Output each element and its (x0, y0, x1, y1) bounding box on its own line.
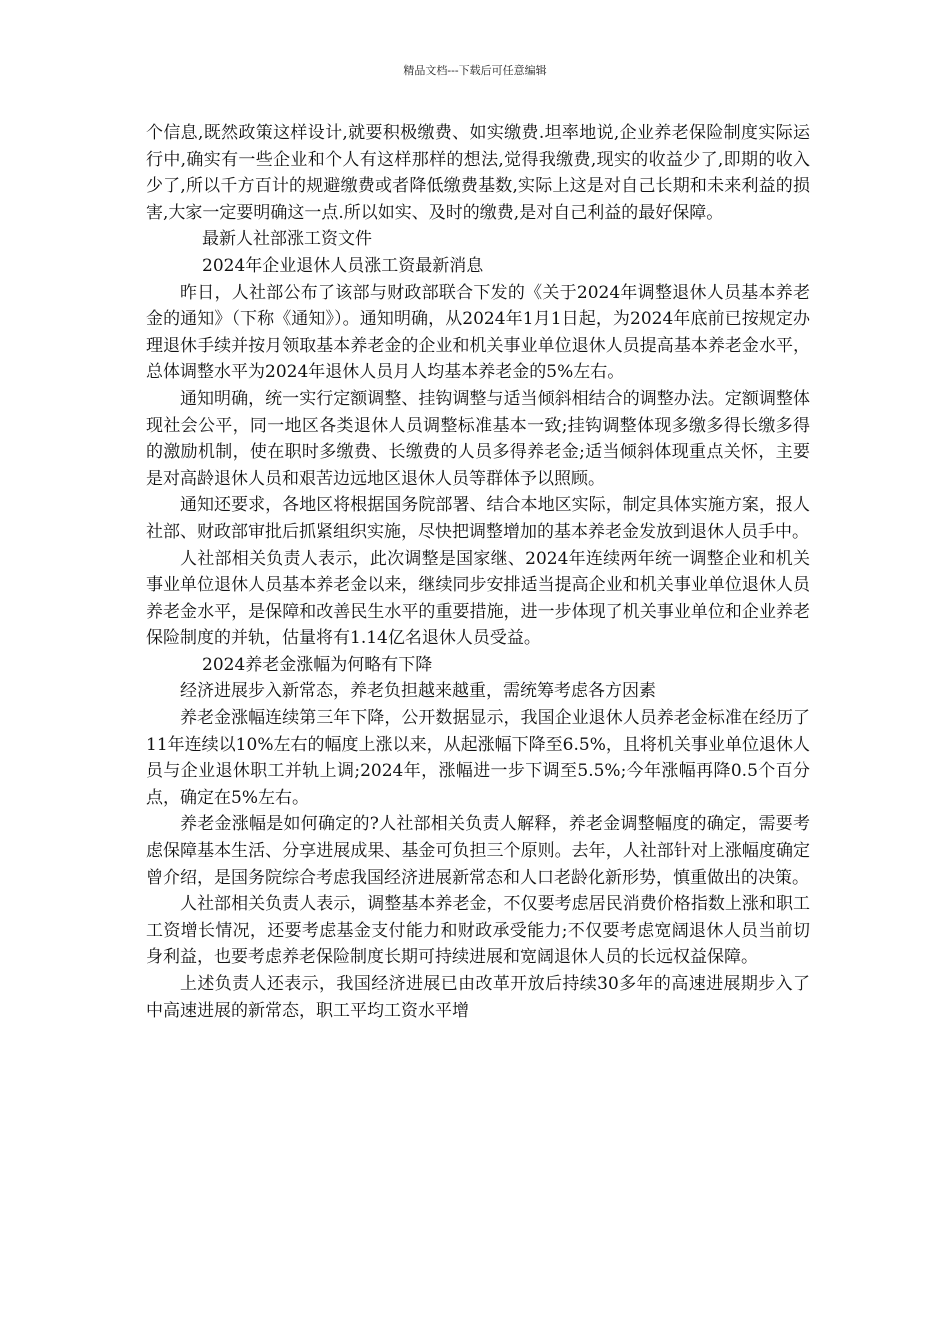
paragraph: 通知还要求，各地区将根据国务院部署、结合本地区实际，制定具体实施方案，报人社部、财政部审批后抓紧组织实施，尽快把调整增加的基本养老金发放到退休人员手中。 (146, 495, 810, 542)
section-heading: 2024年企业退休人员涨工资最新消息 (202, 255, 484, 276)
paragraph: 上述负责人还表示，我国经济进展已由改革开放后持续30多年的高速进展期步入了中高速进展的新常态，职工平均工资水平增 (146, 974, 810, 1021)
paragraph: 经济进展步入新常态，养老负担越来越重，需统筹考虑各方因素 (180, 681, 656, 702)
document-body (146, 120, 810, 1024)
section-heading: 最新人社部涨工资文件 (202, 229, 372, 250)
paragraph: 人社部相关负责人表示，调整基本养老金，不仅要考虑居民消费价格指数上涨和职工工资增长情况，还要考虑基金支付能力和财政承受能力;不仅要考虑宽阔退休人员当前切身利益，也要考虑养老保险制度长期可持续进展和宽阔退休人员的长远权益保障。 (146, 894, 810, 968)
paragraph: 养老金涨幅连续第三年下降，公开数据显示，我国企业退休人员养老金标准在经历了11年连续以10%左右的幅度上涨以来，从起涨幅下降至6.5%，且将机关事业单位退休人员与企业退休职工并轨上调;2024年，涨幅进一步下调至5.5%;今年涨幅再降0.5个百分点，确定在5%左右。 (146, 708, 810, 808)
paragraph: 人社部相关负责人表示，此次调整是国家继、2024年连续两年统一调整企业和机关事业单位退休人员基本养老金以来，继续同步安排适当提高企业和机关事业单位退休人员养老金水平，是保障和改善民生水平的重要措施，进一步体现了机关事业单位和企业养老保险制度的并轨，估量将有1.14亿名退休人员受益。 (146, 548, 810, 649)
paragraph: 养老金涨幅是如何确定的?人社部相关负责人解释，养老金调整幅度的确定，需要考虑保障基本生活、分享进展成果、基金可负担三个原则。去年，人社部针对上涨幅度确定曾介绍，是国务院综合考虑我国经济进展新常态和人口老龄化新形势，慎重做出的决策。 (146, 814, 810, 888)
paragraph-continuation: 个信息,既然政策这样设计,就要积极缴费、如实缴费.坦率地说,企业养老保险制度实际运行中,确实有一些企业和个人有这样那样的想法,觉得我缴费,现实的收益少了,即期的收入少了,所以千方百计的规避缴费或者降低缴费基数,实际上这是对自己长期和未来利益的损害,大家一定要明确这一点.所以如实、及时的缴费,是对自己利益的最好保障。 (146, 123, 810, 223)
paragraph: 通知明确，统一实行定额调整、挂钩调整与适当倾斜相结合的调整办法。定额调整体现社会公平，同一地区各类退休人员调整标准基本一致;挂钩调整体现多缴多得长缴多得的激励机制，使在职时多缴费、长缴费的人员多得养老金;适当倾斜体现重点关怀，主要是对高龄退休人员和艰苦边远地区退休人员等群体予以照顾。 (146, 388, 810, 489)
page-header: 精品文档---下载后可任意编辑 (403, 64, 547, 77)
paragraph: 昨日，人社部公布了该部与财政部联合下发的《关于2024年调整退休人员基本养老金的通知》（下称《通知》）。通知明确，从2024年1月1日起，为2024年底前已按规定办理退休手续并按月领取基本养老金的企业和机关事业单位退休人员提高基本养老金水平，总体调整水平为2024年退休人员月人均基本养老金的5%左右。 (146, 282, 810, 383)
section-heading: 2024养老金涨幅为何略有下降 (202, 654, 433, 675)
